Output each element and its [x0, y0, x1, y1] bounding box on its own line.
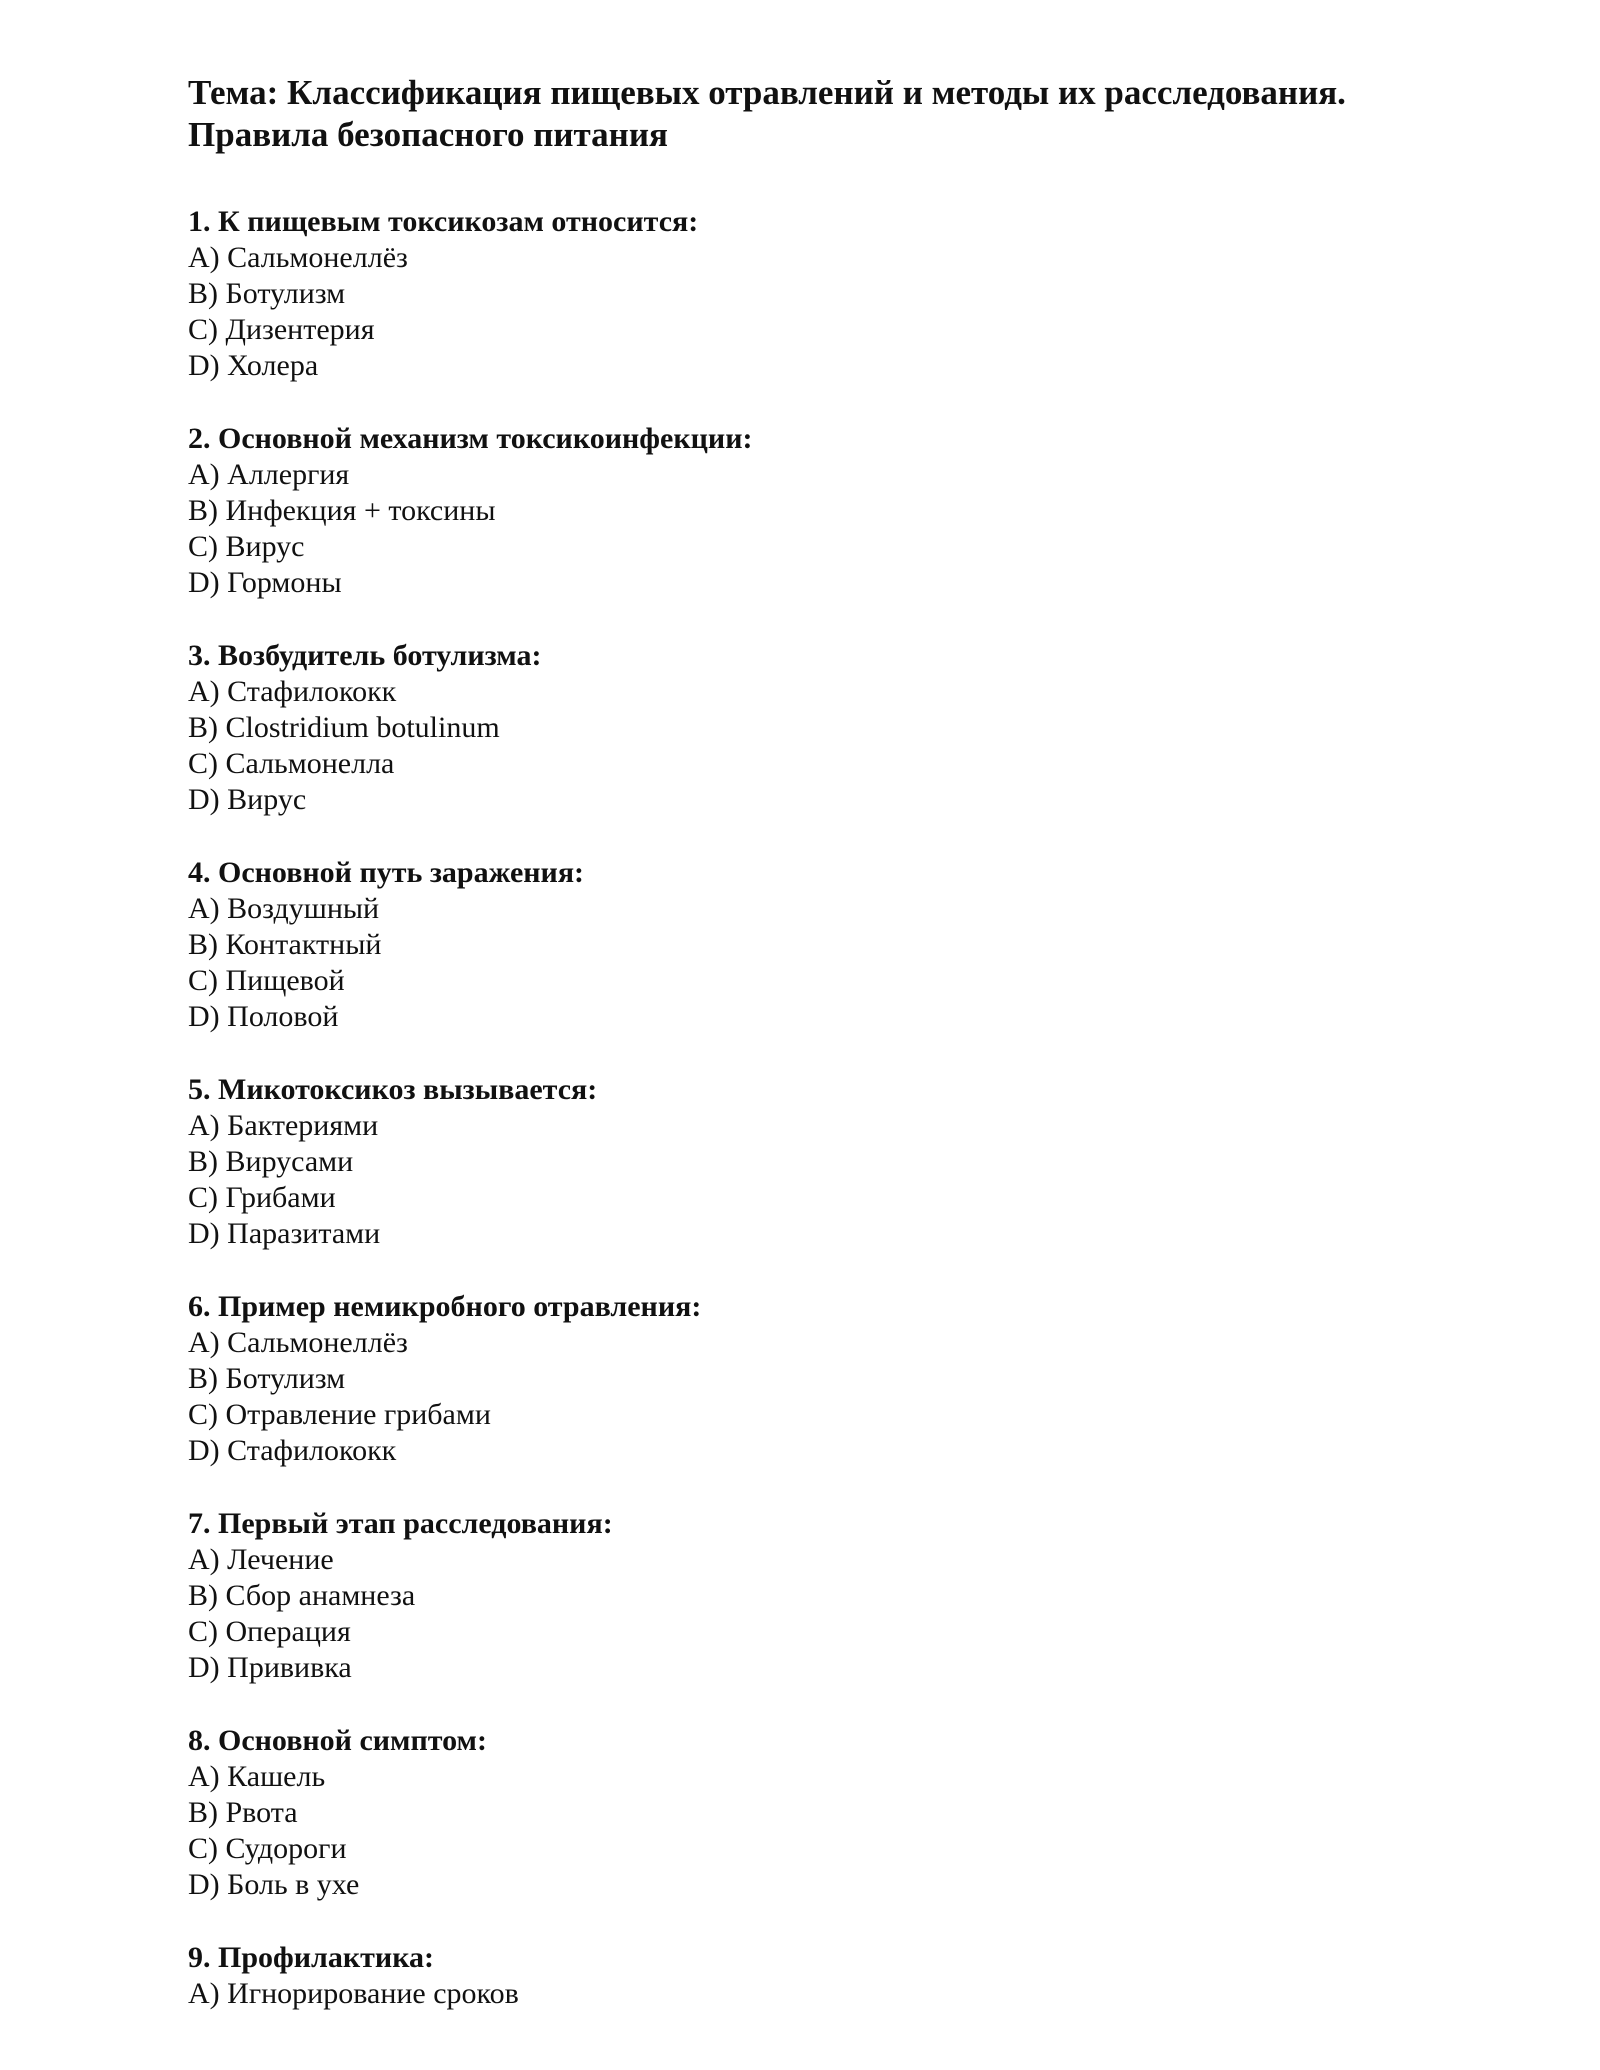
question-5: [188, 1072, 1488, 1252]
answer-option: C) Операция: [188, 1615, 351, 1648]
answer-option: D) Боль в ухе: [188, 1868, 360, 1901]
answer-option: B) Рвота: [188, 1796, 298, 1829]
question-text: 3. Возбудитель ботулизма:: [188, 639, 542, 672]
answer-option: A) Сальмонеллёз: [188, 1326, 408, 1359]
question-text: 4. Основной путь заражения:: [188, 856, 585, 889]
question-4: [188, 855, 1488, 1035]
question-9: [188, 1940, 1488, 2012]
answer-option: D) Половой: [188, 1000, 339, 1033]
answer-option: A) Бактериями: [188, 1109, 379, 1142]
answer-option: C) Грибами: [188, 1181, 336, 1214]
answer-option: D) Прививка: [188, 1651, 352, 1684]
answer-option: A) Стафилококк: [188, 675, 397, 708]
question-text: 8. Основной симптом:: [188, 1724, 487, 1757]
answer-option: D) Паразитами: [188, 1217, 381, 1250]
document-title: [188, 72, 1488, 156]
answer-option: B) Инфекция + токсины: [188, 494, 496, 527]
answer-option: A) Сальмонеллёз: [188, 241, 408, 274]
question-text: 7. Первый этап расследования:: [188, 1507, 613, 1540]
answer-option: C) Вирус: [188, 530, 305, 563]
answer-option: C) Судороги: [188, 1832, 347, 1865]
answer-option: C) Пищевой: [188, 964, 345, 997]
answer-option: B) Контактный: [188, 928, 382, 961]
document-title-line-2: Правила безопасного питания: [188, 115, 668, 154]
question-2: [188, 421, 1488, 601]
question-text: 6. Пример немикробного отравления:: [188, 1290, 702, 1323]
question-3: [188, 638, 1488, 818]
answer-option: B) Ботулизм: [188, 1362, 346, 1395]
answer-option: A) Воздушный: [188, 892, 380, 925]
question-text: 5. Микотоксикоз вызывается:: [188, 1073, 598, 1106]
answer-option: D) Гормоны: [188, 566, 342, 599]
answer-option: B) Сбор анамнеза: [188, 1579, 416, 1612]
question-7: [188, 1506, 1488, 1686]
document-page: [188, 72, 1488, 2049]
answer-option: C) Дизентерия: [188, 313, 375, 346]
document-title-line-1: Тема: Классификация пищевых отравлений и методы их расследования.: [188, 73, 1346, 112]
answer-option: A) Аллергия: [188, 458, 350, 491]
answer-option: D) Стафилококк: [188, 1434, 397, 1467]
answer-option: C) Сальмонелла: [188, 747, 395, 780]
question-text: 1. К пищевым токсикозам относится:: [188, 205, 699, 238]
answer-option: A) Лечение: [188, 1543, 334, 1576]
answer-option: D) Вирус: [188, 783, 307, 816]
answer-option: D) Холера: [188, 349, 319, 382]
answer-option: A) Кашель: [188, 1760, 326, 1793]
question-text: 9. Профилактика:: [188, 1941, 435, 1974]
answer-option: C) Отравление грибами: [188, 1398, 491, 1431]
question-8: [188, 1723, 1488, 1903]
question-text: 2. Основной механизм токсикоинфекции:: [188, 422, 753, 455]
question-6: [188, 1289, 1488, 1469]
question-1: [188, 204, 1488, 384]
answer-option: B) Ботулизм: [188, 277, 346, 310]
answer-option: B) Clostridium botulinum: [188, 711, 500, 744]
answer-option: B) Вирусами: [188, 1145, 354, 1178]
answer-option: A) Игнорирование сроков: [188, 1977, 519, 2010]
